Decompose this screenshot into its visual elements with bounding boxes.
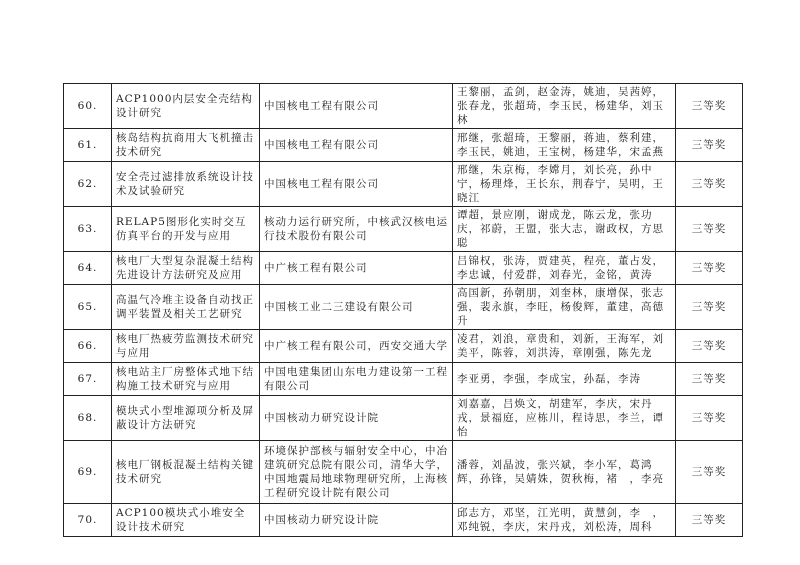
row-number: 70.: [64, 504, 112, 537]
organization: 环境保护部核与辐射安全中心，中冶建筑研究总院有限公司，清华大学，中国地震局地球物理研究所，上海核工程研究设计院有限公司: [260, 441, 453, 504]
award-level: 三等奖: [676, 330, 743, 363]
organization: 中国核电工程有限公司: [260, 129, 453, 162]
project-title: 安全壳过滤排放系统设计技术及试验研究: [112, 162, 260, 207]
team-members: 高国新，孙朝朋，刘奎林，康增保，张志强，裴永旗，李旺，杨俊辉，董建，高德升: [453, 285, 676, 330]
award-level: 三等奖: [676, 441, 743, 504]
organization: 中国核电工程有限公司: [260, 84, 453, 129]
project-title: 核岛结构抗商用大飞机撞击技术研究: [112, 129, 260, 162]
award-level: 三等奖: [676, 504, 743, 537]
awards-table: [63, 83, 743, 537]
team-members: 谭超，景应刚，谢成龙，陈云龙，张功庆，祁蔚，王盟，张大志，谢政权，方思聪: [453, 207, 676, 252]
organization: 中国核电工程有限公司: [260, 162, 453, 207]
table-row: [64, 285, 743, 330]
organization: 中国核动力研究设计院: [260, 396, 453, 441]
team-members: 邢继，朱京梅，李嫦月，刘长亮，孙中宁，杨理烽，王长东，荆春宁，吴明，王晓江: [453, 162, 676, 207]
project-title: 核电站主厂房整体式地下结构施工技术研究与应用: [112, 363, 260, 396]
organization: 核动力运行研究所，中核武汉核电运行技术股份有限公司: [260, 207, 453, 252]
row-number: 61.: [64, 129, 112, 162]
organization: 中国核工业二三建设有限公司: [260, 285, 453, 330]
team-members: 邢继，张超琦，王黎丽，蒋迪，蔡利建，李玉民，姚迪，王宝树，杨建华，宋孟燕: [453, 129, 676, 162]
row-number: 68.: [64, 396, 112, 441]
team-members: 潘蓉，刘晶波，张兴斌，李小军，葛鸿辉，孙锋，吴婧姝，贺秋梅，褚 ，李亮: [453, 441, 676, 504]
table-row: [64, 396, 743, 441]
table-row: [64, 252, 743, 285]
table-row: [64, 162, 743, 207]
project-title: 核电厂钢板混凝土结构关键技术研究: [112, 441, 260, 504]
award-level: 三等奖: [676, 207, 743, 252]
row-number: 69.: [64, 441, 112, 504]
project-title: RELAP5图形化实时交互仿真平台的开发与应用: [112, 207, 260, 252]
project-title: ACP100模块式小堆安全设计技术研究: [112, 504, 260, 537]
row-number: 64.: [64, 252, 112, 285]
team-members: 刘嘉嘉，吕焕文，胡建军，李庆，宋丹戎，景福庭，应栋川，程诗思，李兰，谭怡: [453, 396, 676, 441]
table-row: [64, 441, 743, 504]
row-number: 67.: [64, 363, 112, 396]
row-number: 63.: [64, 207, 112, 252]
project-title: 核电厂大型复杂混凝土结构先进设计方法研究及应用: [112, 252, 260, 285]
award-level: 三等奖: [676, 285, 743, 330]
team-members: 邱志方，邓坚，江光明，黄慧剑，李 ，邓纯锐，李庆，宋丹戎，刘松涛，周科: [453, 504, 676, 537]
table-row: [64, 330, 743, 363]
project-title: 核电厂热疲劳监测技术研究与应用: [112, 330, 260, 363]
row-number: 60.: [64, 84, 112, 129]
organization: 中国核动力研究设计院: [260, 504, 453, 537]
award-level: 三等奖: [676, 129, 743, 162]
table-row: [64, 84, 743, 129]
team-members: 凌君，刘浪，章贵和，刘新，王海军，刘美平，陈蓉，刘洪涛，章刚强，陈先龙: [453, 330, 676, 363]
project-title: 高温气冷堆主设备自动找正调平装置及相关工艺研究: [112, 285, 260, 330]
organization: 中广核工程有限公司: [260, 252, 453, 285]
team-members: 李亚勇，李强，李成宝，孙磊，李涛: [453, 363, 676, 396]
project-title: ACP1000内层安全壳结构设计研究: [112, 84, 260, 129]
organization: 中广核工程有限公司，西安交通大学: [260, 330, 453, 363]
team-members: 王黎丽，孟剑，赵金涛，姚迪，吴茜婷，张春龙，张超琦，李玉民，杨建华，刘玉林: [453, 84, 676, 129]
award-level: 三等奖: [676, 162, 743, 207]
organization: 中国电建集团山东电力建设第一工程有限公司: [260, 363, 453, 396]
table-row: [64, 363, 743, 396]
row-number: 62.: [64, 162, 112, 207]
table-row: [64, 207, 743, 252]
table-row: [64, 129, 743, 162]
team-members: 吕锦权，张涛，贾建英，程亮，董占发，李忠诚，付爱群，刘春光，金铭，黄涛: [453, 252, 676, 285]
award-level: 三等奖: [676, 363, 743, 396]
row-number: 66.: [64, 330, 112, 363]
award-level: 三等奖: [676, 252, 743, 285]
row-number: 65.: [64, 285, 112, 330]
project-title: 模块式小型堆源项分析及屏蔽设计方法研究: [112, 396, 260, 441]
award-level: 三等奖: [676, 84, 743, 129]
award-level: 三等奖: [676, 396, 743, 441]
table-row: [64, 504, 743, 537]
